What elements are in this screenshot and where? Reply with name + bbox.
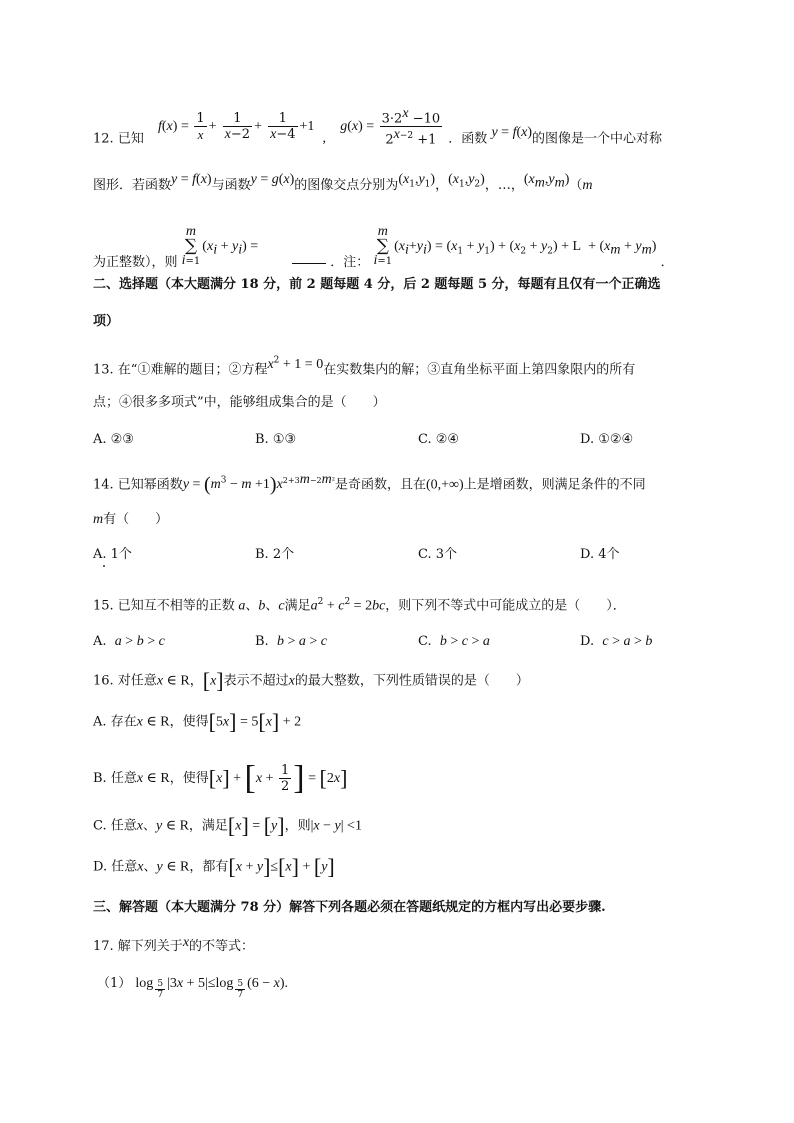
- q16-option-b[interactable]: B. 任意x ∈ R，使得[x] + [x + $\frac{1}{2}$ ] = [2x]: [93, 759, 348, 797]
- q12-answer-blank[interactable]: [292, 251, 326, 264]
- q13-line1: 13. 在“①难解的题目；②方程$x^2 + 1 = 0$在实数集内的解；③直角坐标平面上第四象限内的所有: [93, 356, 636, 378]
- q14-option-c[interactable]: C. 3个: [418, 547, 458, 562]
- q13-option-c[interactable]: C. ②④: [418, 432, 460, 447]
- q15-option-d[interactable]: D. c > a > b: [580, 634, 653, 649]
- section3-title: 三、解答题（本大题满分 78 分）解答下列各题必须在答题纸规定的方框内写出必要步骤.: [93, 900, 606, 915]
- q12-text10: ．注：: [330, 255, 370, 270]
- q12-f-formula: f(x) = $\frac{1}{x}$ + $\frac{1}{x-2}$ + $\frac{1}{x-4}$ +1: [157, 111, 315, 143]
- stray-dot: [103, 565, 105, 567]
- q13-option-a[interactable]: A. ②③: [93, 432, 134, 447]
- q12-line2: 图形．若函数y = f(x)与函数y = g(x)的图像交点分别为$(x_1,y_1)$，$(x_1,y_2)$，…，$(x_m,y_m)(m$: [93, 172, 593, 193]
- section2-title-line1: 二、选择题（本大题满分 18 分，前 2 题每题 4 分，后 2 题每题 5 分，每题有且仅有一个正确选: [93, 277, 661, 292]
- q16-option-a[interactable]: A. 存在x ∈ R，使得[5x] = 5[x] + 2: [93, 709, 302, 734]
- q15-option-a[interactable]: A. a > b > c: [93, 634, 165, 649]
- q12-line3: 为正整数），则 m ∑ $i=1(x_i + y_i)$ = ．注： m ∑ $i=1(x_i+y_i) = (x_1 + y_1) + (x_2 + y_2) + L + (x_m + y_m)$ ．: [93, 224, 674, 270]
- q14-option-b[interactable]: B. 2个: [255, 547, 295, 562]
- q17-part1: （1） log $\frac{5}{7}$ |3x + 5|≤log $\frac{5}{7}$ (6 − x).: [97, 976, 289, 1000]
- q16-option-c[interactable]: C. 任意x、y ∈ R，满足[x] = [y]，则|x − y| <1: [93, 813, 362, 838]
- q13-option-b[interactable]: B. ①③: [255, 432, 297, 447]
- q14-power-function: $y = (m^3 - m +1)x^{2+3m-2m^2}$: [182, 472, 335, 496]
- q12-text4: 与函数: [211, 178, 251, 193]
- q14-option-d[interactable]: D. 4个: [580, 547, 620, 562]
- q17-inequality: log $\frac{5}{7}$ |3x + 5|≤log $\frac{5}{7}$ (6 − x).: [135, 976, 289, 1000]
- q13-line2: 点；④很多多项式”中，能够组成集合的是（ ）: [93, 395, 386, 410]
- q12-g-formula: g(x) = $\frac{3\cdot 2^x -10}{2^{x-2} +1}$: [340, 106, 441, 148]
- q12-text2: 的图像是一个中心对称: [532, 131, 663, 147]
- q12-line1: 12. 已知 f(x) = $\frac{1}{x}$ + $\frac{1}{x-2}$ + $\frac{1}{x-4}$ +1 , g(x) = $\frac{3\cdot 2^x -10}{2^{x-2} +1}$ ．函数 y = f(x)的图像是一个中心对称: [93, 106, 663, 148]
- q14-option-a[interactable]: A. 1个: [93, 547, 132, 562]
- q15-option-c[interactable]: C. b > c > a: [418, 634, 490, 649]
- q15-option-b[interactable]: B. b > a > c: [255, 634, 327, 649]
- q14-line2: m有（ ）: [93, 512, 169, 527]
- q16-option-d[interactable]: D. 任意x、y ∈ R，都有[x + y]≤[x] + [y]: [93, 854, 335, 879]
- q12-known: 已知: [117, 131, 144, 147]
- q12-text9: 为正整数），则: [93, 255, 178, 270]
- q12-text3: 图形．若函数: [93, 178, 172, 193]
- q12-number: 12.: [93, 131, 114, 147]
- section2-title-line2: 项）: [93, 314, 120, 329]
- q17-line1: 17. 解下列关于x的不等式：: [93, 935, 255, 954]
- q14-line1: 14. 已知幂函数$y = (m^3 - m +1)x^{2+3m-2m^2}$是奇函数，且在(0,+∞)上是增函数，则满足条件的不同: [93, 472, 646, 496]
- q16-line1: 16. 对任意x ∈ R，[x]表示不超过x的最大整数，下列性质错误的是（ ）: [93, 668, 529, 693]
- q12-text1: ．函数: [448, 131, 488, 147]
- q13-option-d[interactable]: D. ①②④: [580, 432, 634, 447]
- q15-line1: 15. 已知互不相等的正数 a、b、c满足$a^2 + c^2 = 2bc$，则下列不等式中可能成立的是（ ）．: [93, 597, 626, 614]
- q12-text5: 的图像交点分别为: [294, 178, 399, 193]
